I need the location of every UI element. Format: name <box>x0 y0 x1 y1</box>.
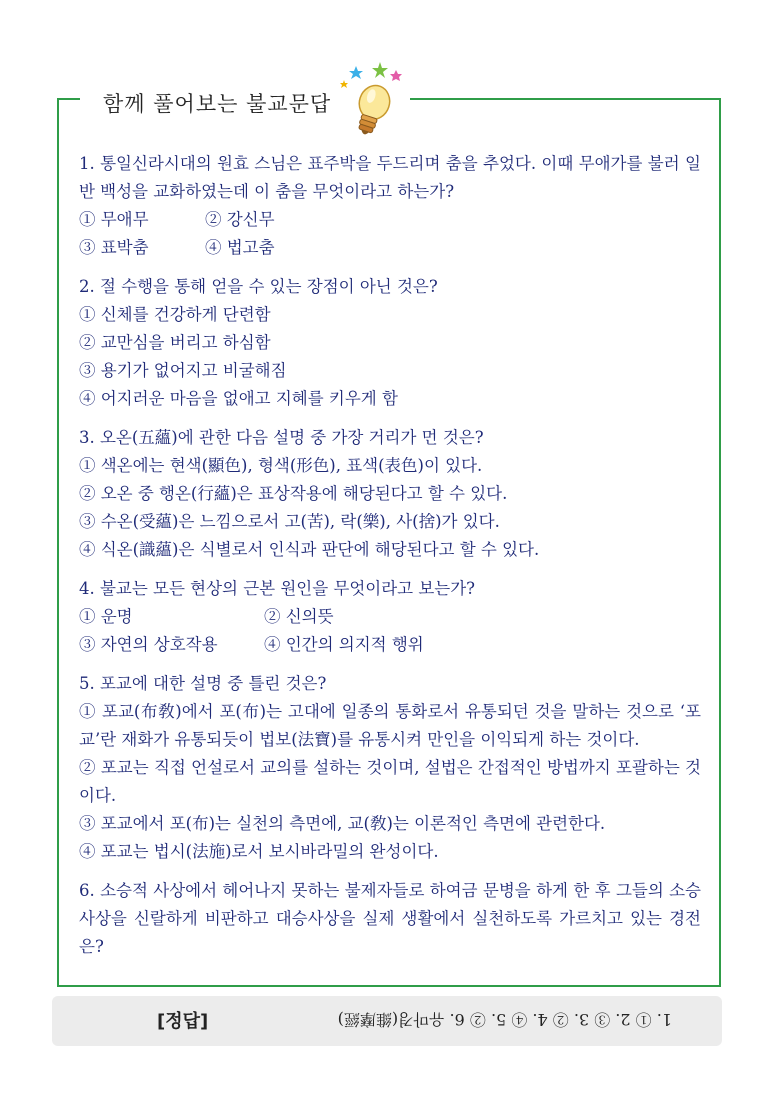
question-text: 4. 불교는 모든 현상의 근본 원인을 무엇이라고 보는가? <box>79 579 476 598</box>
option-row <box>79 603 701 631</box>
option-1: ① 무애무 <box>79 210 149 229</box>
option-4: ④ 포교는 법시(法施)로서 보시바라밀의 완성이다. <box>79 842 439 861</box>
star-icon <box>390 70 402 81</box>
question-text: 3. 오온(五蘊)에 관한 다음 설명 중 가장 거리가 먼 것은? <box>79 428 484 447</box>
question-list <box>79 150 701 972</box>
question-text: 6. 소승적 사상에서 헤어나지 못하는 불제자들로 하여금 문병을 하게 한 후 그들의 소승사상을 신랄하게 비판하고 대승사상을 실제 생활에서 실천하도록 가르치고 있는 경전은? <box>79 881 701 956</box>
option-3: ③ 수온(受蘊)은 느낌으로서 고(苦), 락(樂), 사(捨)가 있다. <box>79 512 500 531</box>
option-3: ③ 표박춤 <box>79 238 149 257</box>
option-3: ③ 용기가 없어지고 비굴해짐 <box>79 361 287 380</box>
option-2: ② 교만심을 버리고 하심함 <box>79 333 271 352</box>
option-4: ④ 어지러운 마음을 없애고 지혜를 키우게 함 <box>79 389 398 408</box>
option-1: ① 포교(布敎)에서 포(布)는 고대에 일종의 통화로서 유통되던 것을 말하는 것으로 ‘포교’란 재화가 유통되듯이 법보(法寶)를 유통시켜 만인을 이익되게 하는 것이다. <box>79 702 701 749</box>
star-icon <box>349 66 363 79</box>
page-title: 함께 풀어보는 불교문답 <box>103 92 332 116</box>
option-3: ③ 자연의 상호작용 <box>79 635 218 654</box>
option-2: ② 신의뜻 <box>264 607 334 626</box>
answer-bar <box>52 996 722 1046</box>
title-area <box>80 62 410 142</box>
option-row <box>79 234 701 262</box>
question-3 <box>79 424 701 564</box>
star-icon <box>372 62 388 78</box>
question-1 <box>79 150 701 262</box>
question-text: 2. 절 수행을 통해 얻을 수 있는 장점이 아닌 것은? <box>79 277 438 296</box>
option-2: ② 오온 중 행온(行蘊)은 표상작용에 해당된다고 할 수 있다. <box>79 484 508 503</box>
question-6 <box>79 877 701 961</box>
option-2: ② 강신무 <box>205 210 275 229</box>
option-1: ① 신체를 건강하게 단련함 <box>79 305 271 324</box>
option-3: ③ 포교에서 포(布)는 실천의 측면에, 교(敎)는 이론적인 측면에 관련한다. <box>79 814 606 833</box>
option-4: ④ 법고춤 <box>205 238 275 257</box>
option-2: ② 포교는 직접 언설로서 교의를 설하는 것이며, 설법은 간접적인 방법까지 포괄하는 것이다. <box>79 758 701 805</box>
question-2 <box>79 273 701 413</box>
option-row <box>79 631 701 659</box>
option-1: ① 색온에는 현색(顯色), 형색(形色), 표색(表色)이 있다. <box>79 456 483 475</box>
star-icon <box>340 80 348 88</box>
answer-label: [정답] <box>157 1011 209 1032</box>
option-1: ① 운명 <box>79 607 133 626</box>
option-4: ④ 식온(識蘊)은 식별로서 인식과 판단에 해당된다고 할 수 있다. <box>79 540 540 559</box>
question-5 <box>79 670 701 866</box>
question-text: 1. 통일신라시대의 원효 스님은 표주박을 두드리며 춤을 추었다. 이때 무애가를 불러 일반 백성을 교화하였는데 이 춤을 무엇이라고 하는가? <box>79 154 701 201</box>
light-bulb-icon <box>334 62 410 142</box>
question-4 <box>79 575 701 659</box>
option-row <box>79 206 701 234</box>
answer-text-upside-down: 1. ① 2. ③ 3. ② 4. ④ 5. ② 6. 유마경(維摩經) <box>337 1010 672 1029</box>
question-text: 5. 포교에 대한 설명 중 틀린 것은? <box>79 674 327 693</box>
option-4: ④ 인간의 의지적 행위 <box>264 635 424 654</box>
